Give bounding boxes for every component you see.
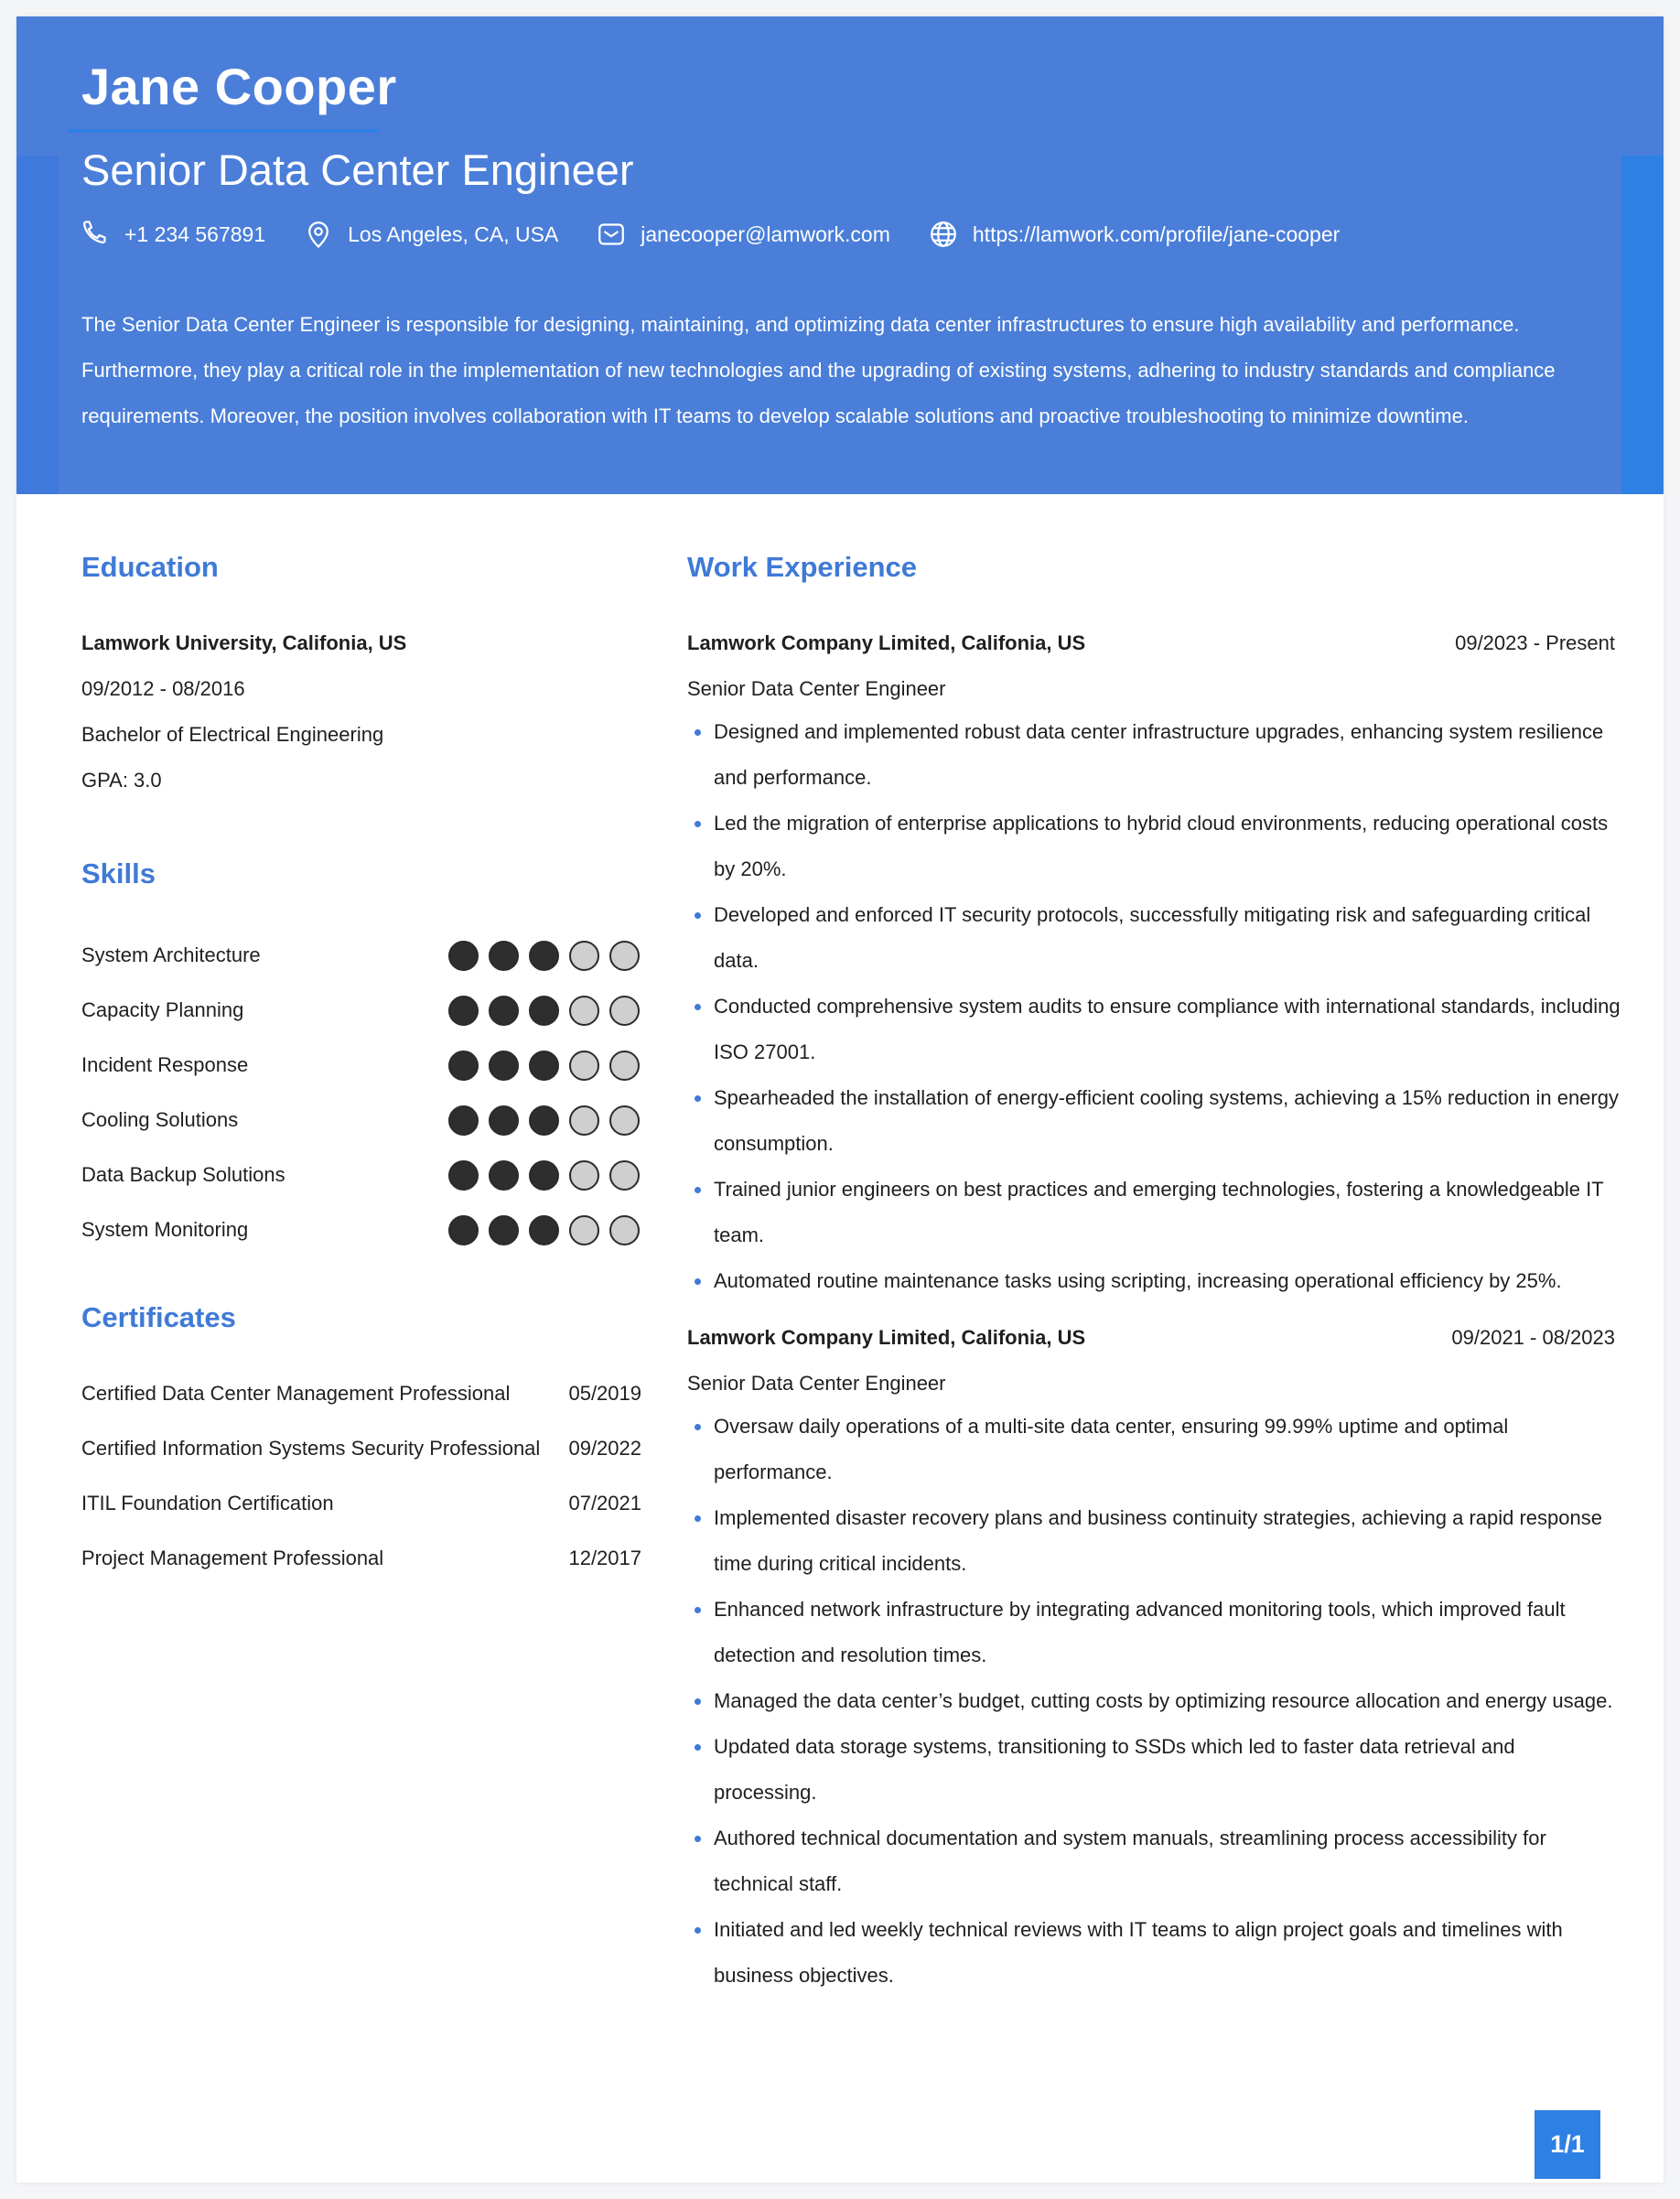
job-company: Lamwork Company Limited, Califonia, US [687,631,1086,654]
rating-dot-filled [529,1051,559,1081]
job-bullet: Managed the data center’s budget, cutting costs by optimizing resource allocation and energy usage. [687,1678,1621,1724]
job-bullet: Enhanced network infrastructure by integrating advanced monitoring tools, which improved fault detection and resolution times. [687,1587,1621,1678]
skill-rating [438,996,640,1026]
education-heading: Education [81,551,219,583]
rating-dot-filled [489,941,519,971]
job-bullet: Implemented disaster recovery plans and business continuity strategies, achieving a rapid response time during critical incidents. [687,1495,1621,1587]
skill-name: Data Backup Solutions [81,1163,285,1186]
job-role: Senior Data Center Engineer [687,677,946,700]
skill-rating [438,1105,640,1136]
skill-row [81,1102,640,1138]
rating-dot-empty [609,1105,640,1136]
rating-dot-filled [448,1215,479,1245]
rating-dot-empty [609,996,640,1026]
contact-phone-text: +1 234 567891 [124,221,266,246]
job-bullet: Oversaw daily operations of a multi-site data center, ensuring 99.99% uptime and optimal performance. [687,1404,1621,1495]
job-dates: 09/2021 - 08/2023 [1451,1326,1615,1349]
candidate-title: Senior Data Center Engineer [81,146,634,194]
certificate-name: Certified Information Systems Security Professional [81,1437,541,1460]
certificate-name: ITIL Foundation Certification [81,1492,334,1515]
rating-dot-empty [569,1105,599,1136]
skill-row [81,1212,640,1248]
job-bullet: Authored technical documentation and system manuals, streamlining process accessibility for technical staff. [687,1816,1621,1907]
phone-icon [79,218,112,251]
rating-dot-empty [569,1215,599,1245]
rating-dot-filled [489,996,519,1026]
skills-heading: Skills [81,857,156,889]
job-bullet: Updated data storage systems, transitioning to SSDs which led to faster data retrieval and processing. [687,1724,1621,1816]
rating-dot-empty [569,941,599,971]
education-gpa: GPA: 3.0 [81,769,162,792]
education-degree: Bachelor of Electrical Engineering [81,723,384,746]
rating-dot-empty [609,1051,640,1081]
rating-dot-filled [448,941,479,971]
rating-dot-filled [489,1051,519,1081]
rating-dot-filled [448,996,479,1026]
job-header [687,631,1615,655]
header-edge-right [1621,156,1664,494]
certificate-date: 09/2022 [568,1437,641,1460]
job-bullet: Designed and implemented robust data center infrastructure upgrades, enhancing system resilience and performance. [687,709,1621,801]
skill-row [81,1157,640,1193]
job-dates: 09/2023 - Present [1455,631,1615,654]
header-edge-left [16,156,59,494]
skill-rating [438,1160,640,1191]
skill-rating [438,941,640,971]
rating-dot-empty [569,1160,599,1191]
certificate-row [81,1492,641,1515]
job-bullets [687,1404,1621,1999]
job-bullet: Conducted comprehensive system audits to ensure compliance with international standards, including ISO 27001. [687,984,1621,1075]
contact-location [302,218,558,251]
contact-website-text[interactable]: https://lamwork.com/profile/jane-cooper [972,221,1341,246]
skill-row [81,937,640,974]
skill-rating [438,1051,640,1081]
rating-dot-filled [489,1160,519,1191]
rating-dot-empty [609,1160,640,1191]
rating-dot-empty [569,1051,599,1081]
job-bullet: Initiated and led weekly technical reviews with IT teams to align project goals and timelines with business objectives. [687,1907,1621,1999]
certificate-date: 12/2017 [568,1547,641,1569]
rating-dot-filled [529,1160,559,1191]
location-pin-icon [302,218,335,251]
work-experience-heading: Work Experience [687,551,917,583]
skill-row [81,1047,640,1083]
certificate-row [81,1382,641,1406]
certificate-date: 07/2021 [568,1492,641,1515]
name-underline [68,129,379,133]
rating-dot-filled [529,1105,559,1136]
certificates-heading: Certificates [81,1301,236,1333]
contact-email [595,218,890,251]
contact-phone [79,218,265,251]
skill-name: System Architecture [81,943,261,966]
certificate-name: Certified Data Center Management Professional [81,1382,511,1405]
education-dates: 09/2012 - 08/2016 [81,677,245,700]
education-school: Lamwork University, Califonia, US [81,631,407,654]
certificate-name: Project Management Professional [81,1547,384,1569]
rating-dot-filled [448,1051,479,1081]
certificate-row [81,1437,641,1461]
skill-name: Cooling Solutions [81,1108,239,1131]
skill-name: Capacity Planning [81,998,244,1021]
job-bullet: Trained junior engineers on best practices and emerging technologies, fostering a knowledgeable IT team. [687,1167,1621,1258]
contact-bar [79,214,1376,254]
rating-dot-filled [489,1215,519,1245]
rating-dot-filled [448,1105,479,1136]
resume-page [16,16,1664,2183]
candidate-name: Jane Cooper [81,58,397,115]
contact-location-text: Los Angeles, CA, USA [348,221,559,246]
skill-row [81,992,640,1029]
rating-dot-empty [609,941,640,971]
job-header [687,1326,1615,1350]
skill-name: Incident Response [81,1053,249,1076]
page-indicator: 1/1 [1535,2110,1600,2179]
rating-dot-filled [448,1160,479,1191]
job-bullets [687,709,1621,1304]
job-bullet: Led the migration of enterprise applications to hybrid cloud environments, reducing operational costs by 20%. [687,801,1621,892]
skill-name: System Monitoring [81,1218,249,1241]
resume-header [16,16,1664,494]
skill-rating [438,1215,640,1245]
rating-dot-filled [529,996,559,1026]
job-bullet: Automated routine maintenance tasks using scripting, increasing operational efficiency by 25%. [687,1258,1621,1304]
globe-icon [927,218,960,251]
rating-dot-empty [569,996,599,1026]
contact-email-text[interactable]: janecooper@lamwork.com [641,221,890,246]
job-role: Senior Data Center Engineer [687,1372,946,1395]
contact-website [927,218,1340,251]
rating-dot-filled [529,1215,559,1245]
rating-dot-filled [489,1105,519,1136]
email-icon [595,218,628,251]
job-bullet: Spearheaded the installation of energy-efficient cooling systems, achieving a 15% reduction in energy consumption. [687,1075,1621,1167]
certificate-date: 05/2019 [568,1382,641,1405]
job-company: Lamwork Company Limited, Califonia, US [687,1326,1086,1349]
job-bullet: Developed and enforced IT security protocols, successfully mitigating risk and safeguarding critical data. [687,892,1621,984]
profile-summary: The Senior Data Center Engineer is responsible for designing, maintaining, and optimizing data center infrastructures to ensure high availability and performance. Furthermore, they play a critical role in the implementation of new technologies and the upgrading of existing systems, adhering to industry standards and compliance requirements. Moreover, the position involves collaboration with IT teams to develop scalable solutions and proactive troubleshooting to minimize downtime. [81,313,1556,427]
rating-dot-filled [529,941,559,971]
certificate-row [81,1547,641,1570]
rating-dot-empty [609,1215,640,1245]
